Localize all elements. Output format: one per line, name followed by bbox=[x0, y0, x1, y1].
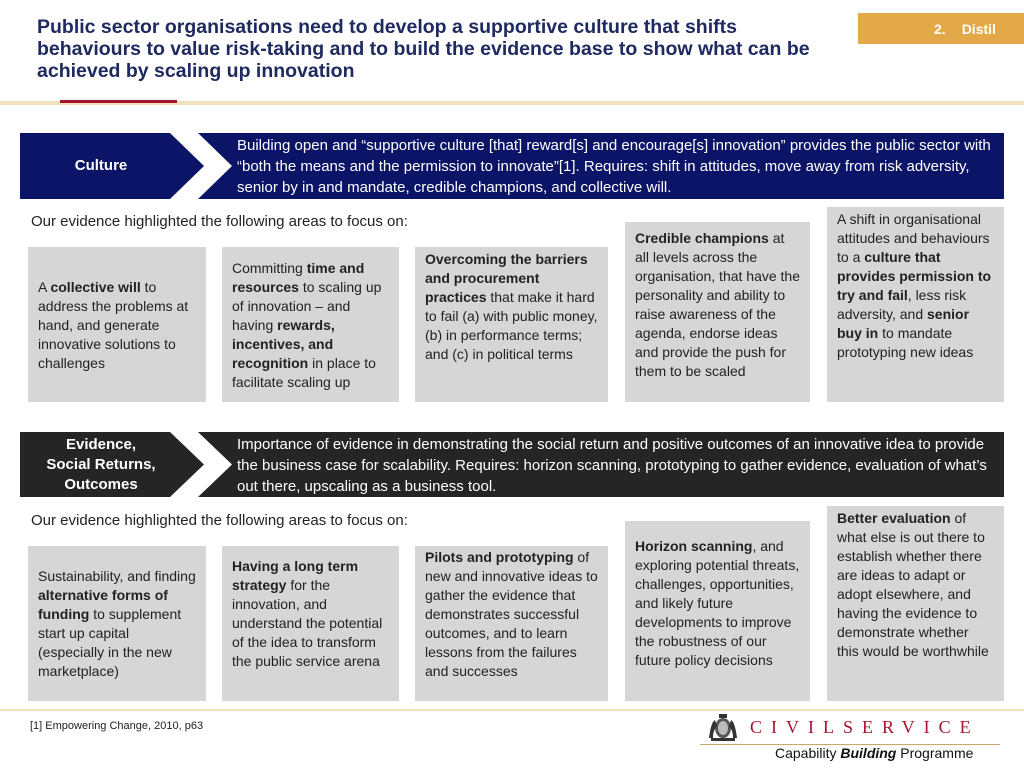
evidence-box-pilots: Pilots and prototyping of new and innovative ideas to gather the evidence that demonstrates successful outcomes, and to learn lessons from the failures and successes bbox=[415, 546, 608, 701]
culture-intro: Our evidence highlighted the following areas to focus on: bbox=[31, 213, 408, 230]
culture-description: Building open and “supportive culture [that] reward[s] and encourage[s] innovation” provides the public sector with “both the means and the permission to innovate”[1]. Requires: shift in attitudes, move away from risk adversity, senior by in and mandate, credible champions, and collective will. bbox=[237, 137, 991, 196]
culture-label: Culture bbox=[74, 157, 128, 174]
evidence-box-strategy: Having a long term strategy for the innovation, and understand the potential of the idea to transform the public service arena bbox=[222, 546, 399, 701]
evidence-intro: Our evidence highlighted the following areas to focus on: bbox=[31, 512, 408, 529]
evidence-box-funding: Sustainability, and finding alternative forms of funding to supplement start up capital (especially in the new marketplace) bbox=[28, 546, 206, 701]
section-number: 2. bbox=[934, 20, 946, 37]
culture-banner bbox=[20, 133, 1004, 199]
culture-box-shift: A shift in organisational attitudes and behaviours to a culture that provides permission to try and fail, less risk adversity, and senior buy in to mandate prototyping new ideas bbox=[827, 207, 1004, 402]
footer-divider bbox=[0, 709, 1024, 711]
page-title: Public sector organisations need to develop a supportive culture that shifts behaviours to value risk-taking and to build the evidence base to show what can be achieved by scaling up innovation bbox=[37, 16, 810, 82]
footnote: [1] Empowering Change, 2010, p63 bbox=[30, 720, 204, 732]
header-accent bbox=[60, 100, 177, 103]
section-label: Distil bbox=[961, 20, 996, 37]
culture-box-collective-will: A collective will to address the problems at hand, and generate innovative solutions to challenges bbox=[28, 247, 206, 402]
culture-box-champions: Credible champions at all levels across the organisation, that have the personality and ability to raise awareness of the agenda, endorse ideas and provide the push for them to be scaled bbox=[625, 222, 810, 402]
evidence-box-evaluation: Better evaluation of what else is out there to establish whether there are ideas to adapt or adopt elsewhere, and having the evidence to demonstrate whether this would be worthwhile bbox=[827, 506, 1004, 701]
culture-box-time-resources: Committing time and resources to scaling up of innovation – and having rewards, incentives, and recognition in place to facilitate scaling up bbox=[222, 247, 399, 402]
evidence-description: Importance of evidence in demonstrating the social return and positive outcomes of an innovative idea to provide the business case for scalability. Requires: horizon scanning, prototyping to gather evidence, evaluation of what’s out there, upscaling as a business tool. bbox=[237, 436, 987, 495]
civil-service-logo: CIVILSERVICE bbox=[750, 717, 980, 737]
culture-box-barriers: Overcoming the barriers and procurement practices that make it hard to fail (a) with public money, (b) in performance terms; and (c) in political terms bbox=[415, 247, 608, 402]
evidence-label: Evidence, Social Returns, Outcomes bbox=[46, 435, 156, 493]
evidence-banner bbox=[20, 432, 1004, 497]
evidence-box-horizon: Horizon scanning, and exploring potential threats, challenges, opportunities, and likely future developments to improve the robustness of our future policy decisions bbox=[625, 521, 810, 701]
royal-crest-icon bbox=[705, 712, 741, 742]
programme-name: Capability Building Programme bbox=[775, 745, 974, 761]
section-tag bbox=[858, 13, 1024, 44]
